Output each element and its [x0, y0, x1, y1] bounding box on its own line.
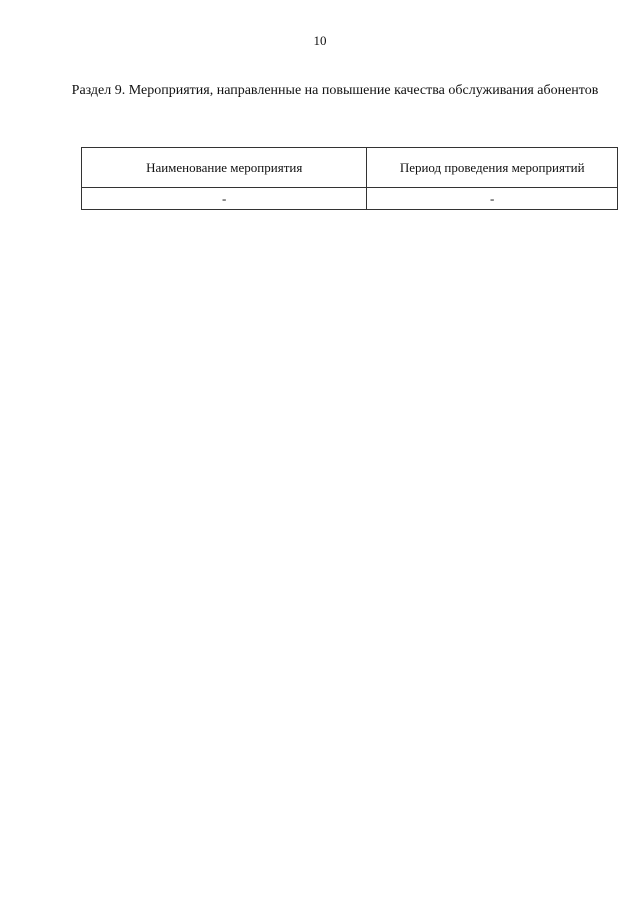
- section-title: Раздел 9. Мероприятия, направленные на повышение качества обслуживания абонентов: [71, 83, 599, 98]
- cell-period: -: [367, 188, 618, 210]
- table-header-row: [82, 148, 618, 188]
- measures-table: [81, 147, 618, 210]
- table-row: [82, 188, 618, 210]
- cell-measure-name: -: [82, 188, 367, 210]
- header-measure-name: Наименование мероприятия: [82, 148, 367, 188]
- page-number: 10: [313, 33, 327, 48]
- header-period: Период проведения мероприятий: [367, 148, 618, 188]
